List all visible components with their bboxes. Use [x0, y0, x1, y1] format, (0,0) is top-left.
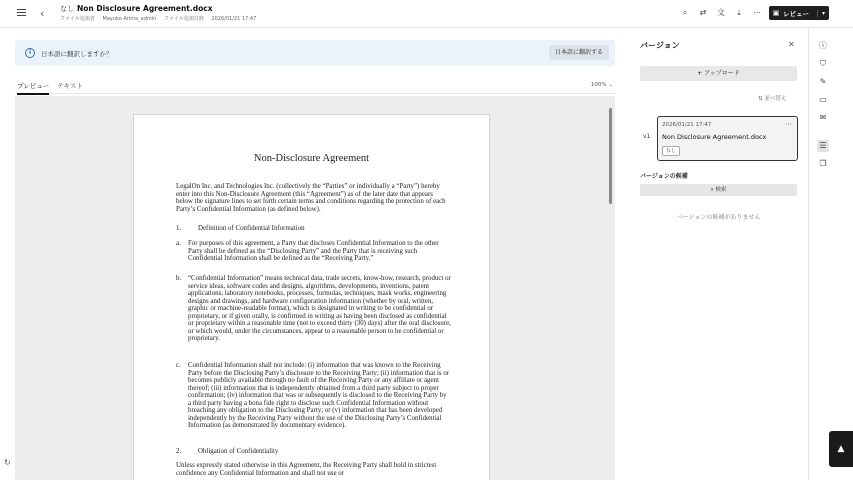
- copy-icon[interactable]: ❐: [819, 159, 827, 168]
- translate-button[interactable]: 日本語に翻訳する: [549, 45, 609, 60]
- review-label: レビュー: [783, 9, 809, 18]
- section-2-heading: [176, 448, 451, 456]
- back-chevron-icon[interactable]: ‹: [40, 7, 45, 20]
- more-icon[interactable]: ⋯: [785, 120, 792, 128]
- intro-paragraph: LegalOn Inc. and Technologies Inc. (collectively the “Parties” or individually a “Party”) hereby enter into this Non-Disclosure Agreement (this “Agreement”) as of the later date that appears below the signature lines to set forth certain terms and conditions regarding the protection of each Party’s Confidential Information (as defined below).: [176, 183, 446, 213]
- more-icon[interactable]: ⋯: [753, 8, 761, 17]
- document-heading: Non-Disclosure Agreement: [253, 153, 370, 164]
- added-at-value: 2026/01/21 17:47: [211, 16, 257, 22]
- section-1-number: 1.: [176, 225, 182, 232]
- download-icon[interactable]: ⤓: [737, 8, 741, 17]
- version-panel-title: バージョン: [640, 41, 680, 50]
- info-icon[interactable]: ⓘ: [819, 41, 827, 50]
- edit-icon[interactable]: ✎: [819, 77, 827, 86]
- version-tag: なし: [662, 146, 680, 156]
- compare-icon[interactable]: ⇄: [699, 8, 707, 17]
- review-icon: ▣: [772, 9, 780, 17]
- translate-banner: [15, 40, 615, 66]
- viewer-scrollbar[interactable]: [609, 108, 612, 204]
- version-card[interactable]: [657, 116, 798, 161]
- info-icon: i: [25, 48, 35, 58]
- version-date: 2026/01/21 17:47: [662, 122, 712, 128]
- view-tabs: [15, 80, 615, 94]
- clause-a-text: For purposes of this agreement, a Party that discloses Confidential Information to the other Party shall be defined as the “Disclosing Party” and the Party that is receiving such Confidential Information shall be defined as the “Receiving Party.”: [188, 240, 439, 262]
- comment-icon[interactable]: ▭: [819, 95, 827, 104]
- zoom-value: 100%: [590, 82, 607, 88]
- shield-icon[interactable]: ⛉: [820, 59, 826, 68]
- clause-a-label: a.: [176, 240, 181, 247]
- refresh-icon[interactable]: ↻: [4, 458, 11, 467]
- section-2-number: 2.: [176, 448, 182, 455]
- tab-text[interactable]: テキスト: [57, 82, 83, 90]
- mail-icon[interactable]: ✉: [819, 113, 827, 122]
- added-by-label: ファイル追加者: [60, 16, 95, 22]
- no-candidates-message: バージョンの候補がありません: [676, 214, 761, 221]
- version-panel: [628, 28, 806, 480]
- document-viewer[interactable]: [15, 96, 615, 480]
- app-header: [0, 0, 853, 28]
- section-2-paragraph: Unless expressly stated otherwise in this Agreement, the Receiving Party shall hold in strictest confidence any Confidential Information and shall not use or: [176, 462, 437, 477]
- close-icon[interactable]: ✕: [788, 40, 795, 49]
- header-actions: [679, 7, 763, 19]
- versions-icon[interactable]: ☰: [817, 140, 829, 152]
- right-rail: [808, 28, 853, 480]
- section-1-title: Definition of Confidential Information: [198, 225, 305, 232]
- review-button[interactable]: [769, 6, 829, 20]
- chevron-down-icon[interactable]: ▾: [817, 10, 829, 17]
- clause-b: [176, 275, 451, 343]
- document-page: [133, 114, 490, 480]
- candidates-title: バージョンの候補: [640, 173, 688, 180]
- clause-a: [176, 240, 451, 263]
- document-meta: [60, 15, 262, 22]
- clause-b-text: “Confidential Information” means technical data, trade secrets, know-how, research, product or service ideas, software codes and designs, algorithms, developments, inventions, patent applications, laboratory notebooks, processes, formulas, techniques, mask works, engineering designs and drawings, and hardware configuration information (whether by oral, written, graphic or machine-readable format), which is designated in writing to be confidential or proprietary, or if given orally, is confirmed in writing as having been disclosed as confidential or proprietary within a reasonable time (not to exceed thirty (30) days) after the oral disclosure, or which would, under the circumstances, appear to a reasonable person to be confidential or proprietary.: [188, 275, 451, 342]
- section-1-heading: [176, 225, 451, 233]
- menu-icon[interactable]: [17, 9, 26, 17]
- clause-b-label: b.: [176, 275, 182, 282]
- upload-button[interactable]: + アップロード: [640, 66, 797, 81]
- zoom-select[interactable]: 100% ⌄: [590, 82, 613, 88]
- added-at-label: ファイル追加日時: [163, 16, 204, 22]
- clause-c-text: Confidential Information shall not include: (i) information that was known to the Receiving Party before the Disclosing Party’s disclosure to the Receiving Party; (ii) information that is or becomes publicly available through no fault of the Receiving Party or any affiliate or agent thereof; (iii) information that is independently obtained from a third party subject to proper confirmation; (iv) information that was or subsequently is disclosed to the Receiving Party by a third party having a bona fide right to disclose such Confidential Information without breaching any obligation to the Disclosing Party; or (v) information that has been developed independently by the Receiving Party without the use of the Disclosing Party’s Confidential Information (as demonstrated by documentary evidence).: [188, 362, 450, 429]
- version-file-name: Non Disclosure Agreement.docx: [662, 133, 767, 141]
- translate-question: 日本語に翻訳しますか？: [41, 50, 113, 58]
- sort-button[interactable]: ⇅ 並べ替え: [758, 96, 787, 102]
- clause-c-label: c.: [176, 362, 181, 369]
- tab-preview[interactable]: プレビュー: [17, 81, 49, 95]
- added-by-value: Mayuko Arima_admin: [102, 16, 157, 22]
- section-2-title: Obligation of Confidentiality: [198, 448, 279, 455]
- document-prefix: なし: [60, 5, 74, 13]
- translate-icon[interactable]: 文: [717, 8, 725, 17]
- version-label: v1: [643, 133, 651, 140]
- document-title-row: [60, 4, 213, 14]
- candidates-search-button[interactable]: ⌕ 検索: [640, 184, 797, 196]
- clause-c: [176, 362, 451, 430]
- document-name: Non Disclosure Agreement.docx: [77, 4, 213, 13]
- assistant-fab-icon[interactable]: ▲: [829, 431, 853, 467]
- search-icon[interactable]: ⌕: [682, 8, 688, 17]
